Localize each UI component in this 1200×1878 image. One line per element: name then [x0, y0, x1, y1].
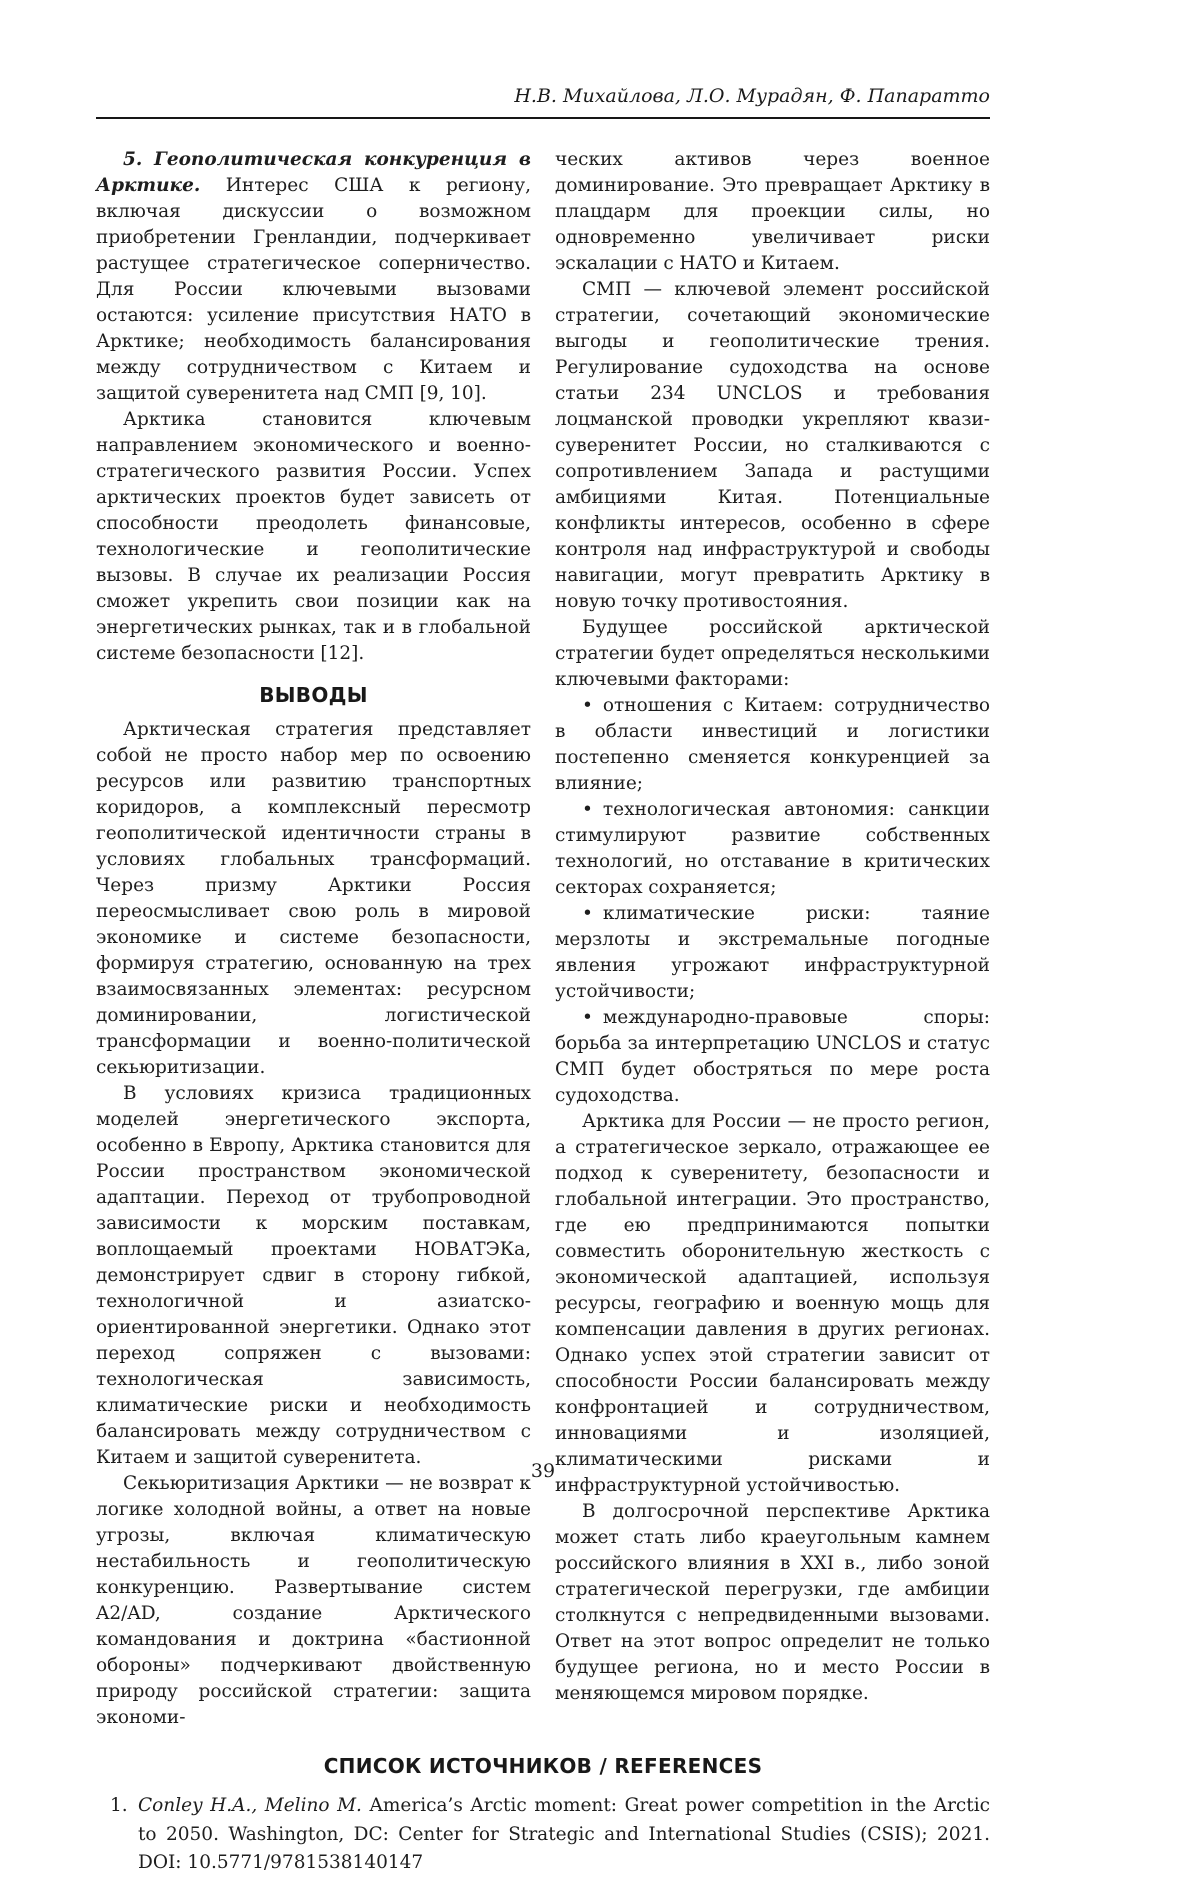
reference-item: [96, 1792, 990, 1878]
reference-text: America’s Arctic moment: Great power competition in the Arctic to 2050. Washington, DC: Center for Strategic and International Studies (CSIS); 2021. DOI: 10.5771/9781538140147: [138, 1795, 990, 1873]
reference-authors: Conley H.A., Melino M.: [138, 1795, 362, 1816]
section5-heading: 5. Геополитическая конкуренция в Арктике.: [96, 149, 531, 196]
bullet-icon: •: [582, 799, 593, 820]
conclusions-heading: ВЫВОДЫ: [259, 683, 368, 707]
bullet-text: климатические риски: таяние мерзлоты и экстремальные погодные явления угрожают инфраструктурной устойчивости;: [555, 903, 990, 1002]
paragraph: Арктика для России — не просто регион, а стратегическое зеркало, отражающее ее подход к суверенитету, безопасности и глобальной интеграции. Это пространство, где ею предпринимаются попытки совместить оборонительную жесткость с экономической адаптацией, используя ресурсы, географию и военную мощь для компенсации давления в других регионах. Однако успех этой стратегии зависит от способности России балансировать между конфронтацией и сотрудничеством, инновациями и изоляцией, климатическими рисками и инфраструктурной устойчивостью.: [555, 1111, 990, 1496]
paragraph: Арктическая стратегия представляет собой не просто набор мер по освоению ресурсов или развитию транспортных коридоров, а комплексный пересмотр геополитической идентичности страны в условиях глобальных трансформаций. Через призму Арктики Россия переосмысливает свою роль в мировой экономике и системе безопасности, формируя стратегию, основанную на трех взаимосвязанных элементах: ресурсном доминировании, логистической трансформации и военно-политической секьюритизации.: [96, 719, 531, 1078]
paragraph: Секьюритизация Арктики — не возврат к логике холодной войны, а ответ на новые угрозы, включая климатическую нестабильность и геополитическую конкуренцию. Развертывание систем A2/AD, создание Арктического командования и доктрина «бастионной обороны» подчеркивают двойственную природу российской стратегии: защита экономи-: [96, 1473, 531, 1728]
bullet-text: технологическая автономия: санкции стимулируют развитие собственных технологий, но отставание в критических секторах сохраняется;: [555, 799, 990, 898]
paragraph-continuation: ческих активов через военное доминирование. Это превращает Арктику в плацдарм для проекции силы, но одновременно увеличивает риски эскалации с НАТО и Китаем.: [555, 149, 990, 274]
right-column: [555, 147, 990, 1731]
bullet-item: [555, 1005, 990, 1109]
bullet-icon: •: [582, 1007, 593, 1028]
paragraph: Арктика становится ключевым направлением экономического и военно-стратегического развития России. Успех арктических проектов будет зависеть от способности преодолеть финансовые, технологические и геополитические вызовы. В случае их реализации Россия сможет укрепить свои позиции как на энергетических рынках, так и в глобальной системе безопасности [12].: [96, 409, 531, 664]
bullet-item: [555, 901, 990, 1005]
reference-body: [138, 1792, 990, 1878]
left-column: [96, 147, 531, 1731]
paragraph: Будущее российской арктической стратегии будет определяться несколькими ключевыми факторами:: [555, 617, 990, 690]
references-heading: СПИСОК ИСТОЧНИКОВ / REFERENCES: [323, 1754, 763, 1778]
bullet-item: [555, 797, 990, 901]
page-header: [96, 84, 990, 108]
paragraph: В долгосрочной перспективе Арктика может стать либо краеугольным камнем российского влияния в XXI в., либо зоной стратегической перегрузки, где амбиции столкнутся с непредвиденными вызовами. Ответ на этот вопрос определит не только будущее региона, но и место России в меняющемся мировом порядке.: [555, 1501, 990, 1704]
paragraph-section5: [96, 147, 531, 407]
page-number: 39: [530, 1460, 556, 1482]
paragraph: СМП — ключевой элемент российской стратегии, сочетающий экономические выгоды и геополитические трения. Регулирование судоходства на основе статьи 234 UNCLOS и требования лоцманской проводки укрепляют квази-суверенитет России, но сталкиваются с сопротивлением Запада и растущими амбициями Китая. Потенциальные конфликты интересов, особенно в сфере контроля над инфраструктурой и свободы навигации, могут превратить Арктику в новую точку противостояния.: [555, 279, 990, 612]
header-authors: Н.В. Михайлова, Л.О. Мурадян, Ф. Папаратто: [514, 85, 990, 107]
bullet-item: [555, 693, 990, 797]
article-body: [96, 147, 990, 1731]
header-rule: [96, 117, 990, 119]
bullet-icon: •: [582, 695, 593, 716]
reference-number: 1.: [110, 1795, 128, 1816]
paragraph-text: Интерес США к региону, включая дискуссии о возможном приобретении Гренландии, подчеркивает растущее стратегическое соперничество. Для России ключевыми вызовами остаются: усиление присутствия НАТО в Арктике; необходимость балансирования между сотрудничеством с Китаем и защитой суверенитета над СМП [9, 10].: [96, 175, 531, 404]
bullet-icon: •: [582, 903, 593, 924]
bullet-text: международно-правовые споры: борьба за интерпретацию UNCLOS и статус СМП будет обостряться по мере роста судоходства.: [555, 1007, 990, 1106]
references-section: [96, 1753, 990, 1878]
paragraph: В условиях кризиса традиционных моделей энергетического экспорта, особенно в Европу, Арктика становится для России пространством экономической адаптации. Переход от трубопроводной зависимости к морским поставкам, воплощаемый проектами НОВАТЭКа, демонстрирует сдвиг в сторону гибкой, технологичной и азиатско-ориентированной энергетики. Однако этот переход сопряжен с вызовами: технологическая зависимость, климатические риски и необходимость балансировать между сотрудничеством с Китаем и защитой суверенитета.: [96, 1083, 531, 1468]
bullet-text: отношения с Китаем: сотрудничество в области инвестиций и логистики постепенно сменяется конкуренцией за влияние;: [555, 695, 990, 794]
